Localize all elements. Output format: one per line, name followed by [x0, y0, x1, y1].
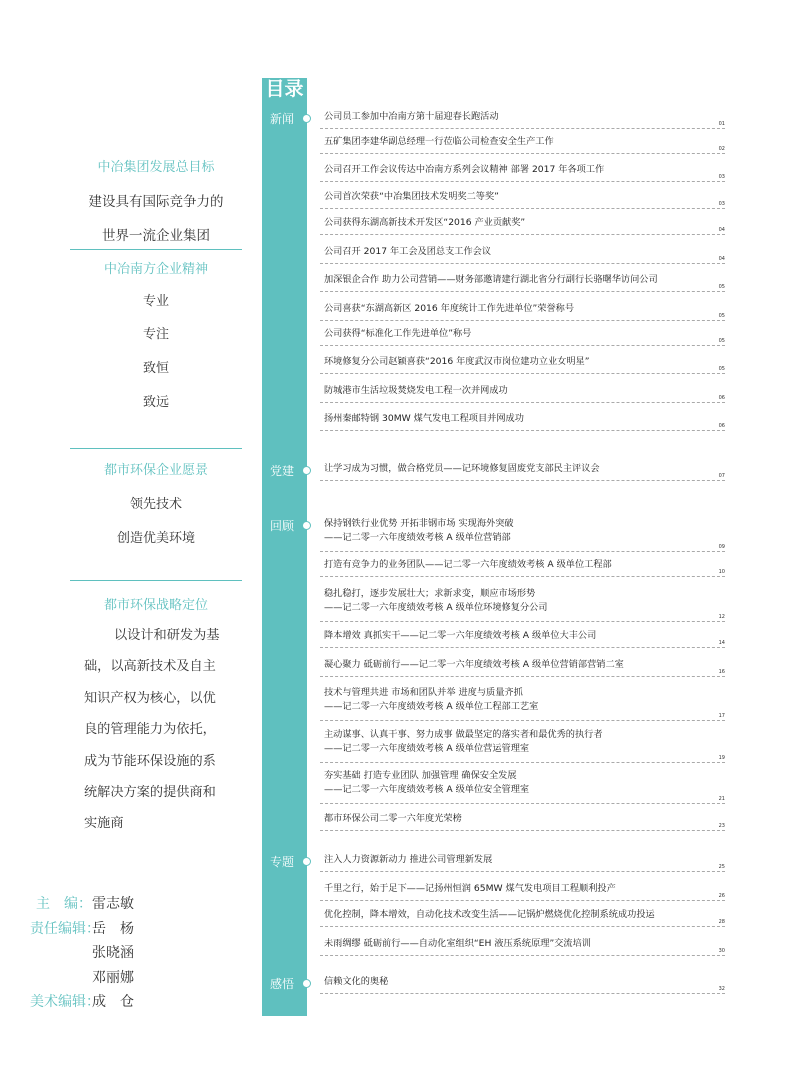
- position-line: 以设计和研发为基: [114, 628, 220, 643]
- toc-page-number: 02: [718, 146, 725, 152]
- toc-entry[interactable]: [324, 686, 719, 714]
- toc-page-number: 17: [718, 713, 725, 719]
- toc-entry[interactable]: [324, 769, 719, 797]
- toc-entry-subtitle: ——记二零一六年度绩效考核 A 级单位安全管理室: [324, 784, 530, 795]
- toc-entry-rule: [320, 762, 725, 763]
- toc-section-label: 专题: [269, 855, 294, 869]
- toc-entry-rule: [320, 480, 725, 481]
- toc-entry-title: 环境修复分公司赵颖喜获“2016 年度武汉市岗位建功立业女明星”: [324, 356, 590, 367]
- toc-entry-title: 公司员工参加中冶南方第十届迎春长跑活动: [324, 111, 499, 122]
- toc-page-number: 10: [718, 569, 725, 575]
- credit-row: 美术编辑：成 仓: [30, 994, 134, 1010]
- toc-entry-rule: [320, 621, 725, 622]
- toc-entry[interactable]: [324, 728, 719, 756]
- toc-entry-title: 扬州秦邮特钢 30MW 煤气发电工程项目并网成功: [324, 413, 524, 424]
- toc-section-label: 党建: [269, 464, 294, 478]
- toc-entry-title: 公司首次荣获“中冶集团技术发明奖二等奖”: [324, 191, 499, 202]
- toc-page-number: 06: [718, 423, 725, 429]
- vision-item: 领先技术: [129, 497, 182, 512]
- toc-entry-rule: [320, 803, 725, 804]
- toc-page-number: 12: [718, 614, 725, 620]
- position-line: 知识产权为核心，以优: [84, 690, 216, 706]
- goal-heading: 中冶集团发展总目标: [97, 160, 215, 175]
- toc-entry-rule: [320, 320, 725, 321]
- toc-entry-title: 信赖文化的奥秘: [324, 976, 389, 987]
- toc-entry-title: 都市环保公司二零一六年度光荣榜: [324, 813, 462, 824]
- toc-entry[interactable]: [324, 629, 719, 643]
- toc-entry-title: 公司获得东湖高新技术开发区“2016 产业贡献奖”: [324, 217, 526, 228]
- toc-entry-title: 夯实基础 打造专业团队 加强管理 确保安全发展: [324, 770, 517, 781]
- toc-bar: [262, 78, 307, 1016]
- toc-page-number: 21: [718, 796, 725, 802]
- toc-entry-rule: [320, 373, 725, 374]
- toc-entry[interactable]: [324, 812, 719, 826]
- toc-entry[interactable]: [324, 110, 719, 124]
- toc-entry-subtitle: ——记二零一六年度绩效考核 A 级单位营销部: [324, 532, 511, 543]
- toc-entry[interactable]: [324, 302, 719, 316]
- position-line: 统解决方案的提供商和: [84, 785, 216, 801]
- position-line: 良的管理能力为依托，: [84, 722, 216, 738]
- toc-entry-rule: [320, 830, 725, 831]
- spirit-item: 专注: [142, 327, 169, 342]
- toc-page-number: 09: [718, 544, 725, 550]
- toc-entry[interactable]: [324, 327, 719, 341]
- toc-page-number: 14: [718, 640, 725, 646]
- spirit-item: 专业: [142, 294, 169, 309]
- toc-entry-rule: [320, 345, 725, 346]
- credit-row: 责任编辑：岳 杨: [30, 920, 134, 937]
- goal-line-2: 世界一流企业集团: [102, 228, 210, 244]
- spirit-item: 致恒: [142, 361, 169, 376]
- toc-page-number: 05: [718, 313, 725, 319]
- toc-entry[interactable]: [324, 135, 719, 149]
- toc-entry[interactable]: [324, 163, 719, 177]
- toc-entry-rule: [320, 430, 725, 431]
- goal-line-1: 建设具有国际竞争力的: [88, 194, 224, 210]
- toc-entry[interactable]: [324, 853, 719, 867]
- toc-entry-title: 公司召开工作会议传达中冶南方系列会议精神 部署 2017 年各项工作: [324, 164, 605, 175]
- toc-entry-title: 让学习成为习惯，做合格党员——记环境修复固废党支部民主评议会: [324, 463, 600, 474]
- toc-entry-rule: [320, 263, 725, 264]
- toc-entry-title: 公司喜获“东湖高新区 2016 年度统计工作先进单位”荣誉称号: [324, 303, 575, 314]
- spirit-item: 致远: [142, 395, 169, 410]
- toc-page-number: 05: [718, 366, 725, 372]
- toc-page-number: 23: [718, 823, 725, 829]
- position-paragraph: [84, 620, 244, 840]
- toc-section-dot: [302, 466, 311, 475]
- toc-page-number: 03: [718, 174, 725, 180]
- toc-entry-rule: [320, 128, 725, 129]
- vision-item: 创造优美环境: [116, 531, 195, 546]
- position-line: 础，以高新技术及自主: [84, 659, 216, 675]
- toc-entry-rule: [320, 402, 725, 403]
- toc-page-number: 28: [718, 919, 725, 925]
- credit-row: 邓丽娜: [92, 969, 134, 986]
- toc-entry-rule: [320, 676, 725, 677]
- vision-heading: 都市环保企业愿景: [103, 463, 208, 478]
- toc-entry[interactable]: [324, 384, 719, 398]
- toc-entry[interactable]: [324, 658, 719, 672]
- credit-row: 张晓涵: [92, 945, 134, 961]
- toc-entry-title: 注入人力资源新动力 推进公司管理新发展: [324, 854, 493, 865]
- toc-entry-title: 凝心聚力 砥砺前行——记二零一六年度绩效考核 A 级单位营销部营销二室: [324, 659, 624, 670]
- toc-entry[interactable]: [324, 216, 719, 230]
- toc-section-dot: [302, 857, 311, 866]
- toc-entry[interactable]: [324, 882, 719, 896]
- toc-page-number: 05: [718, 338, 725, 344]
- toc-entry-title: 五矿集团李建华副总经理一行莅临公司检查安全生产工作: [324, 136, 554, 147]
- toc-entry-rule: [320, 647, 725, 648]
- toc-section-label: 新闻: [269, 112, 294, 126]
- toc-entry-rule: [320, 291, 725, 292]
- divider: [70, 448, 242, 449]
- toc-entry-rule: [320, 551, 725, 552]
- toc-page-number: 03: [718, 201, 725, 207]
- toc-entry[interactable]: [324, 587, 719, 615]
- toc-entry-title: 优化控制，降本增效，自动化技术改变生活——记锅炉燃烧优化控制系统成功投运: [324, 909, 655, 920]
- toc-page-number: 01: [718, 121, 725, 127]
- toc-entry-title: 防城港市生活垃圾焚烧发电工程一次并网成功: [324, 385, 508, 396]
- toc-entry[interactable]: [324, 975, 719, 989]
- toc-entry-subtitle: ——记二零一六年度绩效考核 A 级单位营运管理室: [324, 743, 530, 754]
- toc-entry[interactable]: [324, 245, 719, 259]
- toc-page-number: 16: [718, 669, 725, 675]
- toc-page-number: 05: [718, 284, 725, 290]
- toc-entry-title: 千里之行，始于足下——记扬州恒润 65MW 煤气发电项目工程顺利投产: [324, 883, 616, 894]
- toc-section-dot: [302, 114, 311, 123]
- toc-page-number: 19: [718, 755, 725, 761]
- toc-entry-rule: [320, 720, 725, 721]
- spirit-heading: 中冶南方企业精神: [103, 262, 208, 277]
- toc-entry[interactable]: [324, 190, 719, 204]
- toc-entry-title: 主动谋事、认真干事、努力成事 做最坚定的落实者和最优秀的执行者: [324, 729, 603, 740]
- toc-entry[interactable]: [324, 462, 719, 476]
- position-line: 成为节能环保设施的系: [84, 753, 216, 769]
- credit-row: 主 编：雷志敏: [36, 896, 134, 912]
- toc-entry-subtitle: ——记二零一六年度绩效考核 A 级单位环境修复分公司: [324, 602, 548, 613]
- toc-entry-rule: [320, 900, 725, 901]
- toc-entry-title: 保持钢铁行业优势 开拓非钢市场 实现海外突破: [324, 518, 514, 529]
- credits: [30, 892, 230, 1015]
- toc-page-number: 32: [718, 986, 725, 992]
- toc-page-number: 07: [718, 473, 725, 479]
- toc-entry[interactable]: [324, 412, 719, 426]
- toc-entry-rule: [320, 181, 725, 182]
- toc-section-label: 感悟: [269, 977, 294, 991]
- toc-entry-rule: [320, 234, 725, 235]
- toc-entry[interactable]: [324, 517, 719, 545]
- toc-entry-title: 稳扎稳打，逐步发展壮大；求新求变，顺应市场形势: [324, 588, 536, 599]
- toc-page-number: 04: [718, 256, 725, 262]
- toc-section-label: 回顾: [269, 519, 294, 533]
- toc-entry-title: 加深银企合作 助力公司营销——财务部邀请建行湖北省分行副行长骆曙华访问公司: [324, 274, 658, 285]
- toc-entry-rule: [320, 208, 725, 209]
- toc-section-dot: [302, 979, 311, 988]
- toc-entry-rule: [320, 153, 725, 154]
- toc-entry[interactable]: [324, 937, 719, 951]
- divider: [70, 249, 242, 250]
- toc-page-number: 06: [718, 395, 725, 401]
- toc-entry-subtitle: ——记二零一六年度绩效考核 A 级单位工程部工艺室: [324, 701, 539, 712]
- toc-entry-title: 未雨绸缪 砥砺前行——自动化室组织“EH 液压系统原理”交流培训: [324, 938, 591, 949]
- toc-entry-title: 打造有竞争力的业务团队——记二零一六年度绩效考核 A 级单位工程部: [324, 559, 612, 570]
- toc-page-number: 04: [718, 227, 725, 233]
- toc-title: 目录: [265, 78, 304, 100]
- toc-entry-rule: [320, 993, 725, 994]
- toc-entry[interactable]: [324, 558, 719, 572]
- toc-section-dot: [302, 521, 311, 530]
- toc-entry-title: 公司召开 2017 年工会及团总支工作会议: [324, 246, 492, 257]
- toc-entry-rule: [320, 955, 725, 956]
- toc-entry-rule: [320, 576, 725, 577]
- toc-page-number: 30: [718, 948, 725, 954]
- toc-entry[interactable]: [324, 355, 719, 369]
- position-line: 实施商: [84, 816, 124, 832]
- toc-page-number: 26: [718, 893, 725, 899]
- toc-entry-rule: [320, 926, 725, 927]
- toc-entry-title: 公司获得“标准化工作先进单位”称号: [324, 328, 472, 339]
- toc-entry-rule: [320, 871, 725, 872]
- position-heading: 都市环保战略定位: [103, 598, 208, 613]
- toc-entry-title: 降本增效 真抓实干——记二零一六年度绩效考核 A 级单位大丰公司: [324, 630, 597, 641]
- toc-page-number: 25: [718, 864, 725, 870]
- toc-entry[interactable]: [324, 273, 719, 287]
- toc-entry-title: 技术与管理共进 市场和团队并举 进度与质量齐抓: [324, 687, 523, 698]
- toc-entry[interactable]: [324, 908, 719, 922]
- divider: [70, 580, 242, 581]
